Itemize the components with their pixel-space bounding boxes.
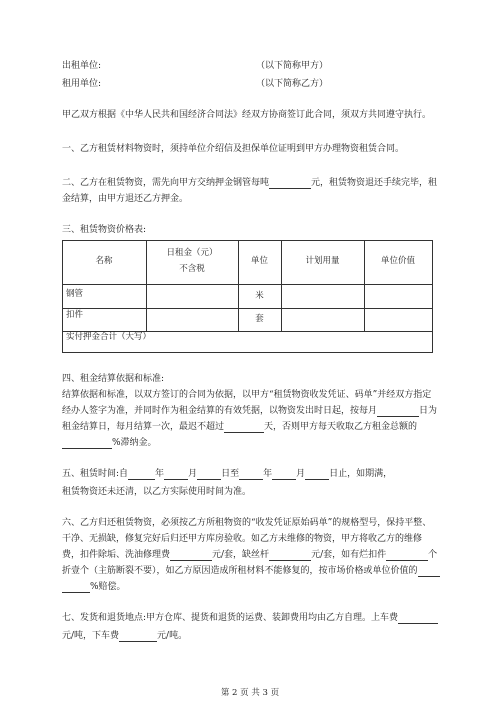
s4-text-c: 租金结算日，每月结算一次，最迟不超过 [62, 422, 225, 432]
section-4-line-4 [62, 437, 157, 449]
s5-year: 年 [155, 469, 165, 479]
blank [398, 613, 438, 624]
table-border [62, 352, 433, 353]
s6-text-a: 费，扣件除垢、洗油修理费 [62, 550, 171, 560]
intro-paragraph: 甲乙双方根据《中华人民共和国经济合同法》经双方协商签订此合同，须双方共同遵守执行。 [62, 110, 432, 120]
row-2-unit: 套 [255, 314, 264, 324]
blank [272, 469, 296, 480]
section-4-title: 四、租金结算依据和标准: [62, 374, 165, 384]
s5-end: 日止，如期满， [329, 469, 393, 479]
section-6-line-3 [62, 549, 437, 561]
page-number: 第 2 页 共 3 页 [220, 688, 280, 698]
blank [62, 582, 90, 593]
row-1-name: 钢管 [66, 289, 84, 299]
section-1: 一、乙方租赁材料物资时，须持单位介绍信及担保单位证明到甲方办理物资租赁合同。 [62, 144, 405, 154]
section-4-line-2 [62, 405, 437, 417]
section-7-line-2 [62, 630, 187, 642]
section-6-line-5 [62, 581, 126, 593]
s6-text-c: 元/套，如有烂扣件 [311, 550, 387, 560]
s5-day-to: 日至 [221, 469, 240, 479]
price-table [62, 240, 433, 353]
s7-text-b: 元/吨，下车费 [62, 631, 120, 641]
blank [239, 469, 263, 480]
section-7-line-1 [62, 612, 438, 624]
section-3-title: 三、租赁物资价格表: [62, 225, 147, 235]
table-border [364, 240, 365, 331]
blank [269, 550, 311, 561]
settle-day-blank [377, 406, 419, 417]
header-rent-note: 不含税 [179, 264, 205, 274]
s5-year: 年 [263, 469, 273, 479]
s6-text-e: 折壹个（主筋断裂不要），如乙方原因造成所租材料不能修复的，按市场价格或单位价值的 [62, 566, 418, 576]
section-6-line-2: 干净、无损缺，修复完好后归还甲方库房验收。如乙方未维修的物资，甲方将收乙方的维修 [62, 534, 423, 544]
header-plan: 计划用量 [305, 256, 340, 266]
table-border [281, 240, 282, 331]
s6-text-f: %赔偿。 [90, 582, 126, 592]
s5-month: 月 [296, 469, 306, 479]
s7-text-c: 元/吨。 [157, 631, 188, 641]
lessor-label: 出租单位: [62, 61, 102, 71]
s5-from: 五、租赁时间:自 [62, 469, 129, 479]
lessor-line [62, 60, 101, 72]
lessee-line [62, 78, 101, 90]
blank [164, 469, 188, 480]
blank [170, 550, 212, 561]
s4-text-b: 日为 [419, 406, 438, 416]
blank [386, 550, 428, 561]
s2-text-a: 二、乙方在租赁物资，需先向甲方交纳押金钢管每吨 [62, 178, 270, 188]
section-2-line-1 [62, 177, 437, 189]
s2-text-b: 元，租赁物资退还手续完毕，租 [311, 178, 438, 188]
blank [128, 469, 155, 480]
table-border [62, 240, 433, 241]
section-6-line-4 [62, 565, 440, 577]
lessee-alias: （以下简称乙方） [256, 79, 329, 89]
section-2-line-2: 金结算，由甲方退还乙方押金。 [62, 194, 189, 204]
s4-text-e: %滞纳金。 [112, 438, 157, 448]
section-5-line-2: 租赁物资还未还清，以乙方实际使用时间为准。 [62, 487, 252, 497]
deposit-total: 实付押金合计（大写） [66, 332, 152, 342]
s4-text-d: 天，否则甲方每天收取乙方租金总额的 [264, 422, 418, 432]
late-fee-blank [62, 438, 112, 449]
section-4-line-1: 结算依据和标准，以双方签订的合同为依据，以甲方“租赁物资收发凭证、码单”并经双方指定 [62, 390, 432, 400]
lessor-alias: （以下简称甲方） [256, 61, 329, 71]
section-6-line-1: 六、乙方归还租赁物资，必须按乙方所租物资的“收发凭证原始码单”的规格型号，保持平整、 [62, 518, 432, 528]
blank [119, 631, 157, 642]
deposit-blank [269, 178, 311, 189]
s7-text-a: 七、发货和退货地点:甲方仓库、提货和退货的运费、装卸费用均由乙方自理。上车费 [62, 613, 399, 623]
header-value: 单位价值 [380, 256, 415, 266]
s6-text-d: 个 [428, 550, 438, 560]
row-2-name: 扣件 [66, 310, 84, 320]
section-5-line-1 [62, 468, 392, 480]
blank [197, 469, 221, 480]
table-border [432, 240, 433, 353]
header-unit: 单位 [250, 256, 268, 266]
header-name: 名称 [95, 256, 113, 266]
header-rent: 日租金（元） [166, 248, 218, 258]
blank [418, 566, 440, 577]
blank [305, 469, 329, 480]
s4-text-a: 经办人签字为准，并同时作为租金结算的有效凭据，以物资发出时日起，按每月 [62, 406, 378, 416]
row-1-unit: 米 [255, 291, 264, 301]
s6-text-b: 元/套，缺丝杆 [212, 550, 270, 560]
table-border [62, 308, 433, 309]
section-4-line-3 [62, 421, 417, 433]
table-border [62, 284, 433, 285]
days-blank [224, 422, 264, 433]
lessee-label: 租用单位: [62, 79, 102, 89]
s5-month: 月 [188, 469, 198, 479]
